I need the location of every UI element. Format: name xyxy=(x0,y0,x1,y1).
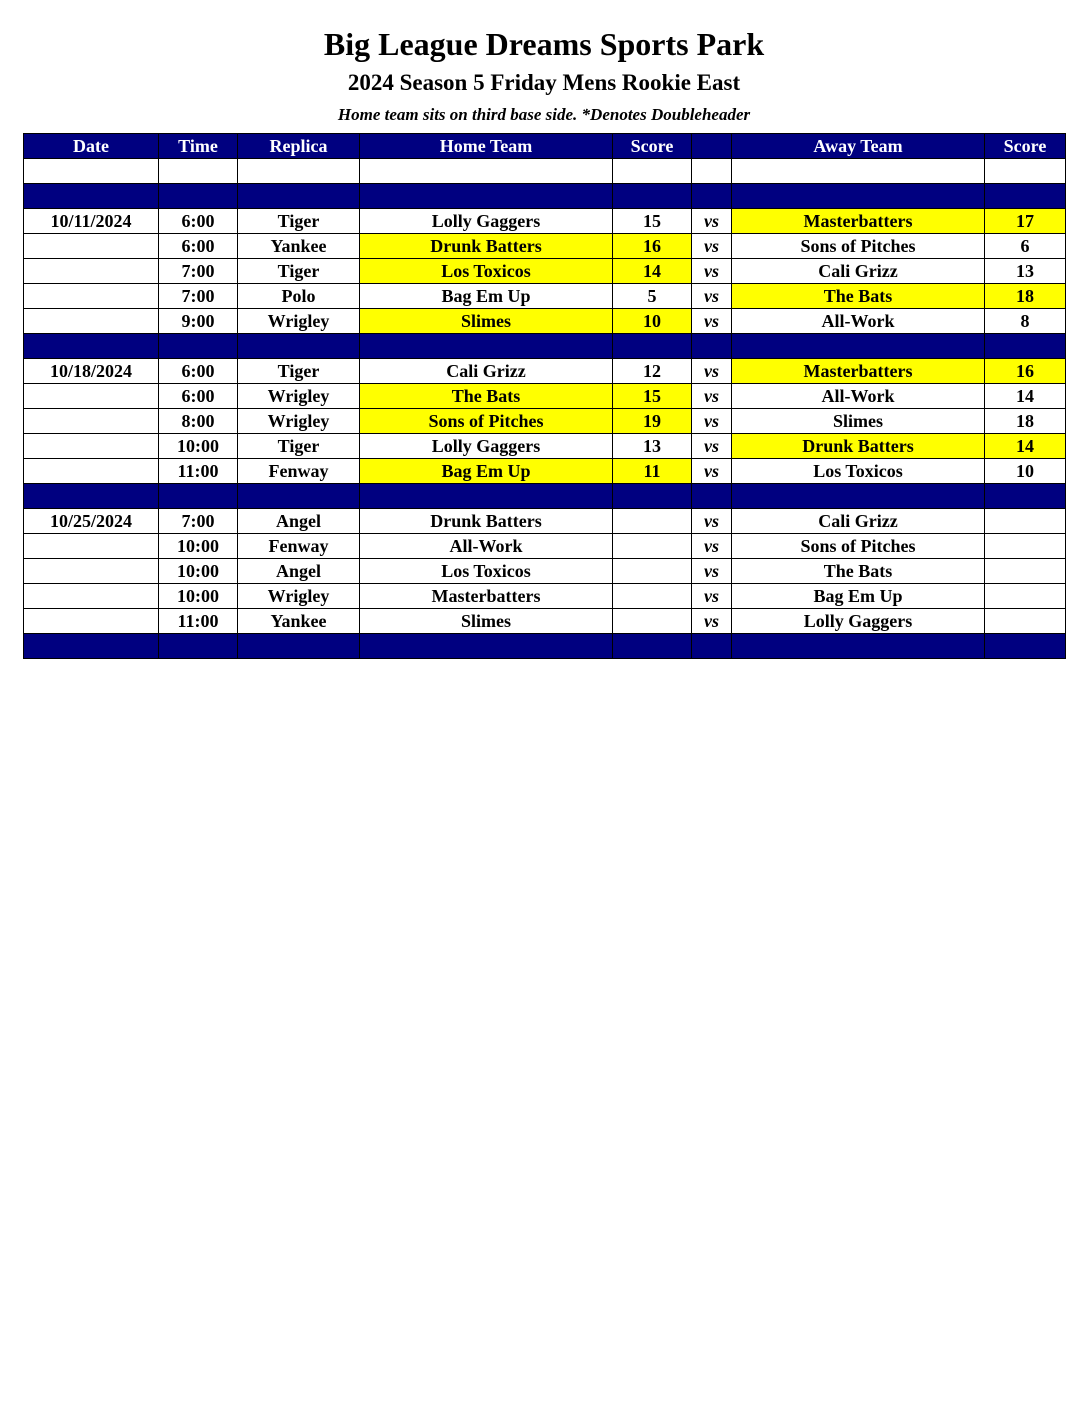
game-row xyxy=(24,559,1066,584)
cell-vs xyxy=(692,184,732,209)
cell-away-team xyxy=(732,634,985,659)
cell-away-score: 18 xyxy=(985,409,1066,434)
cell-home-team: Slimes xyxy=(360,309,613,334)
cell-date xyxy=(24,259,159,284)
cell-home-score xyxy=(613,634,692,659)
cell-vs: vs xyxy=(692,309,732,334)
cell-home-score xyxy=(613,159,692,184)
cell-away-score xyxy=(985,184,1066,209)
page-subtitle: 2024 Season 5 Friday Mens Rookie East xyxy=(347,70,741,95)
game-row xyxy=(24,409,1066,434)
cell-time xyxy=(159,484,238,509)
cell-home-team: Los Toxicos xyxy=(360,559,613,584)
cell-away-team: Sons of Pitches xyxy=(732,534,985,559)
cell-time xyxy=(159,159,238,184)
cell-away-team xyxy=(732,334,985,359)
cell-vs: vs xyxy=(692,359,732,384)
cell-replica: Polo xyxy=(238,284,360,309)
cell-vs: vs xyxy=(692,209,732,234)
cell-home-score xyxy=(613,334,692,359)
game-row xyxy=(24,359,1066,384)
game-row xyxy=(24,509,1066,534)
cell-time: 7:00 xyxy=(159,284,238,309)
cell-replica: Tiger xyxy=(238,209,360,234)
cell-replica: Wrigley xyxy=(238,584,360,609)
cell-vs: vs xyxy=(692,259,732,284)
cell-home-score: 15 xyxy=(613,209,692,234)
date-separator-row xyxy=(24,484,1066,509)
date-separator-row xyxy=(24,334,1066,359)
game-row xyxy=(24,309,1066,334)
cell-away-team: All-Work xyxy=(732,309,985,334)
cell-time: 7:00 xyxy=(159,509,238,534)
cell-time: 10:00 xyxy=(159,534,238,559)
blank-row xyxy=(24,159,1066,184)
cell-home-score: 10 xyxy=(613,309,692,334)
date-separator-row xyxy=(24,634,1066,659)
cell-home-team xyxy=(360,634,613,659)
cell-away-team: Drunk Batters xyxy=(732,434,985,459)
cell-time: 8:00 xyxy=(159,409,238,434)
game-row xyxy=(24,284,1066,309)
cell-home-score: 16 xyxy=(613,234,692,259)
cell-away-score: 14 xyxy=(985,384,1066,409)
cell-home-score xyxy=(613,184,692,209)
cell-replica: Angel xyxy=(238,559,360,584)
cell-vs xyxy=(692,484,732,509)
cell-replica: Fenway xyxy=(238,459,360,484)
cell-vs: vs xyxy=(692,284,732,309)
cell-home-score xyxy=(613,584,692,609)
cell-date xyxy=(24,334,159,359)
cell-replica xyxy=(238,184,360,209)
cell-home-team xyxy=(360,484,613,509)
table-header-row xyxy=(24,134,1066,159)
cell-time: 6:00 xyxy=(159,209,238,234)
cell-replica: Tiger xyxy=(238,434,360,459)
cell-date xyxy=(24,384,159,409)
cell-away-team: Slimes xyxy=(732,409,985,434)
cell-replica xyxy=(238,159,360,184)
cell-away-score: 8 xyxy=(985,309,1066,334)
cell-date xyxy=(24,159,159,184)
page-title: Big League Dreams Sports Park xyxy=(323,26,765,62)
cell-replica: Yankee xyxy=(238,609,360,634)
cell-away-score xyxy=(985,484,1066,509)
cell-time: 7:00 xyxy=(159,259,238,284)
cell-vs: vs xyxy=(692,409,732,434)
cell-date xyxy=(24,559,159,584)
cell-home-team: Drunk Batters xyxy=(360,234,613,259)
cell-home-team: Lolly Gaggers xyxy=(360,209,613,234)
cell-away-score xyxy=(985,634,1066,659)
cell-replica: Wrigley xyxy=(238,309,360,334)
cell-away-score: 18 xyxy=(985,284,1066,309)
game-row xyxy=(24,459,1066,484)
cell-away-team xyxy=(732,159,985,184)
cell-home-team: Slimes xyxy=(360,609,613,634)
cell-vs: vs xyxy=(692,459,732,484)
cell-away-score: 6 xyxy=(985,234,1066,259)
cell-date xyxy=(24,434,159,459)
cell-time: 6:00 xyxy=(159,384,238,409)
cell-home-score: 12 xyxy=(613,359,692,384)
cell-home-team: Lolly Gaggers xyxy=(360,434,613,459)
date-separator-row xyxy=(24,184,1066,209)
cell-time xyxy=(159,184,238,209)
cell-home-score: 11 xyxy=(613,459,692,484)
cell-home-score: 19 xyxy=(613,409,692,434)
cell-home-score xyxy=(613,484,692,509)
cell-vs: vs xyxy=(692,509,732,534)
game-row xyxy=(24,209,1066,234)
cell-time: 10:00 xyxy=(159,584,238,609)
cell-away-score xyxy=(985,584,1066,609)
cell-date xyxy=(24,309,159,334)
cell-home-score: 13 xyxy=(613,434,692,459)
column-header-away-team: Away Team xyxy=(732,134,985,159)
cell-vs: vs xyxy=(692,609,732,634)
cell-date xyxy=(24,409,159,434)
cell-time: 10:00 xyxy=(159,559,238,584)
cell-vs: vs xyxy=(692,234,732,259)
column-header-replica: Replica xyxy=(238,134,360,159)
cell-date xyxy=(24,609,159,634)
cell-date: 10/25/2024 xyxy=(24,509,159,534)
cell-time: 11:00 xyxy=(159,609,238,634)
cell-vs: vs xyxy=(692,384,732,409)
column-header-away-score: Score xyxy=(985,134,1066,159)
cell-vs: vs xyxy=(692,584,732,609)
cell-away-team: Cali Grizz xyxy=(732,259,985,284)
cell-away-team: Masterbatters xyxy=(732,209,985,234)
cell-home-team: Cali Grizz xyxy=(360,359,613,384)
cell-vs: vs xyxy=(692,534,732,559)
cell-home-team xyxy=(360,184,613,209)
column-header-home-score: Score xyxy=(613,134,692,159)
cell-home-score: 15 xyxy=(613,384,692,409)
cell-date xyxy=(24,234,159,259)
game-row xyxy=(24,609,1066,634)
cell-home-score xyxy=(613,534,692,559)
cell-home-team: Masterbatters xyxy=(360,584,613,609)
cell-away-team: Cali Grizz xyxy=(732,509,985,534)
cell-away-team: The Bats xyxy=(732,559,985,584)
game-row xyxy=(24,534,1066,559)
game-row xyxy=(24,384,1066,409)
cell-away-score: 10 xyxy=(985,459,1066,484)
cell-replica: Yankee xyxy=(238,234,360,259)
cell-time xyxy=(159,334,238,359)
cell-replica: Tiger xyxy=(238,359,360,384)
cell-away-score: 13 xyxy=(985,259,1066,284)
cell-away-team: Bag Em Up xyxy=(732,584,985,609)
column-header-time: Time xyxy=(159,134,238,159)
cell-vs: vs xyxy=(692,559,732,584)
cell-replica: Wrigley xyxy=(238,409,360,434)
game-row xyxy=(24,234,1066,259)
cell-date: 10/18/2024 xyxy=(24,359,159,384)
cell-away-team xyxy=(732,184,985,209)
cell-home-score xyxy=(613,559,692,584)
cell-home-score xyxy=(613,609,692,634)
schedule-note: Home team sits on third base side. *Denotes Doubleheader xyxy=(337,105,751,124)
cell-replica xyxy=(238,484,360,509)
cell-vs: vs xyxy=(692,434,732,459)
cell-away-score xyxy=(985,509,1066,534)
column-header-date: Date xyxy=(24,134,159,159)
cell-date xyxy=(24,284,159,309)
cell-home-team xyxy=(360,334,613,359)
cell-replica xyxy=(238,634,360,659)
cell-home-score: 5 xyxy=(613,284,692,309)
cell-time xyxy=(159,634,238,659)
cell-away-score xyxy=(985,159,1066,184)
cell-away-score xyxy=(985,559,1066,584)
column-header-home-team: Home Team xyxy=(360,134,613,159)
cell-date xyxy=(24,484,159,509)
cell-vs xyxy=(692,634,732,659)
cell-time: 6:00 xyxy=(159,234,238,259)
cell-date xyxy=(24,459,159,484)
cell-away-team: Los Toxicos xyxy=(732,459,985,484)
cell-home-team: All-Work xyxy=(360,534,613,559)
cell-home-team: The Bats xyxy=(360,384,613,409)
cell-date xyxy=(24,184,159,209)
cell-replica xyxy=(238,334,360,359)
cell-home-team: Los Toxicos xyxy=(360,259,613,284)
cell-away-score xyxy=(985,334,1066,359)
schedule-table xyxy=(23,133,1066,659)
cell-home-score: 14 xyxy=(613,259,692,284)
cell-away-team: The Bats xyxy=(732,284,985,309)
cell-home-team: Bag Em Up xyxy=(360,284,613,309)
game-row xyxy=(24,584,1066,609)
cell-away-team: All-Work xyxy=(732,384,985,409)
cell-time: 11:00 xyxy=(159,459,238,484)
cell-away-score xyxy=(985,534,1066,559)
cell-vs xyxy=(692,334,732,359)
column-header-vs xyxy=(692,134,732,159)
cell-date xyxy=(24,584,159,609)
cell-date: 10/11/2024 xyxy=(24,209,159,234)
cell-time: 6:00 xyxy=(159,359,238,384)
cell-vs xyxy=(692,159,732,184)
cell-time: 9:00 xyxy=(159,309,238,334)
cell-away-score xyxy=(985,609,1066,634)
cell-home-team: Sons of Pitches xyxy=(360,409,613,434)
cell-away-score: 17 xyxy=(985,209,1066,234)
schedule-body xyxy=(24,159,1066,659)
cell-home-team: Drunk Batters xyxy=(360,509,613,534)
cell-time: 10:00 xyxy=(159,434,238,459)
cell-replica: Fenway xyxy=(238,534,360,559)
cell-date xyxy=(24,534,159,559)
game-row xyxy=(24,259,1066,284)
cell-home-score xyxy=(613,509,692,534)
cell-away-score: 14 xyxy=(985,434,1066,459)
cell-home-team xyxy=(360,159,613,184)
cell-away-team xyxy=(732,484,985,509)
cell-away-score: 16 xyxy=(985,359,1066,384)
cell-home-team: Bag Em Up xyxy=(360,459,613,484)
cell-away-team: Sons of Pitches xyxy=(732,234,985,259)
cell-date xyxy=(24,634,159,659)
cell-replica: Wrigley xyxy=(238,384,360,409)
game-row xyxy=(24,434,1066,459)
cell-away-team: Lolly Gaggers xyxy=(732,609,985,634)
cell-replica: Tiger xyxy=(238,259,360,284)
cell-replica: Angel xyxy=(238,509,360,534)
cell-away-team: Masterbatters xyxy=(732,359,985,384)
